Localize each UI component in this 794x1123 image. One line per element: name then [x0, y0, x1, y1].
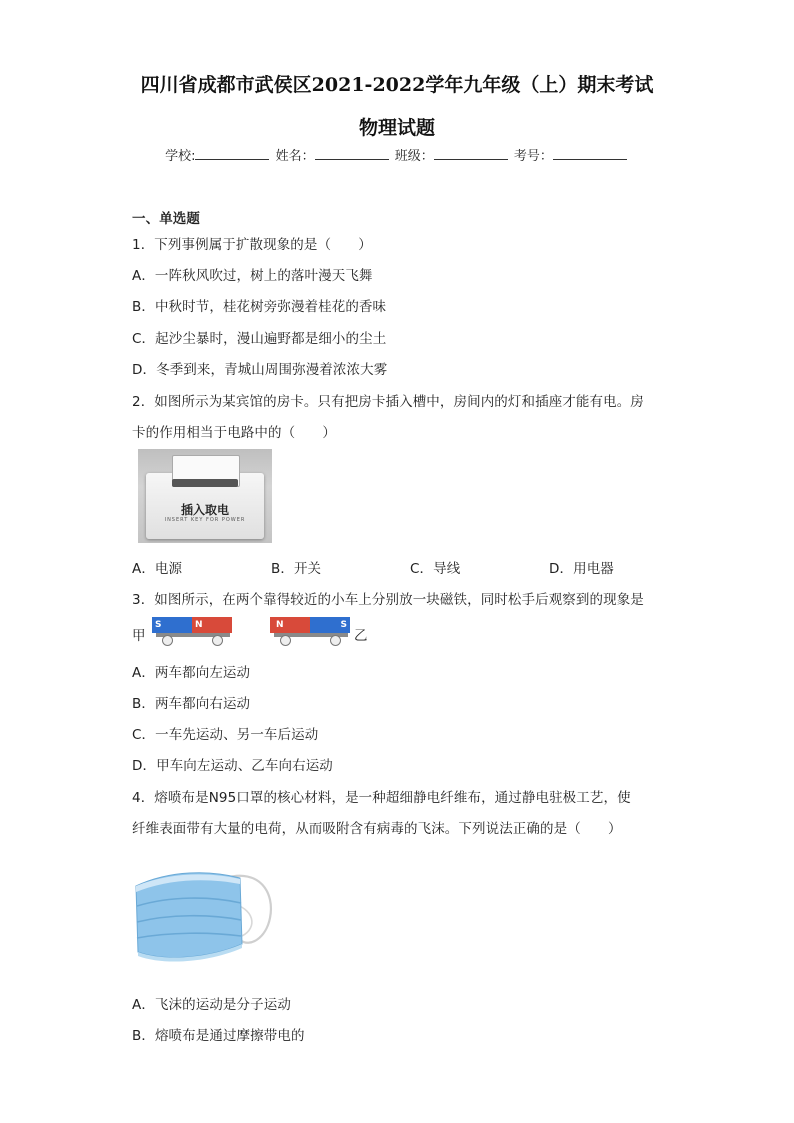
- question-1-stem: 1．下列事例属于扩散现象的是（ ）: [132, 237, 372, 253]
- exam-number-blank: [553, 147, 627, 160]
- question-2-stem-line1: 2．如图所示为某宾馆的房卡。只有把房卡插入槽中，房间内的灯和插座才能有电。房: [132, 394, 644, 410]
- card-slot: [172, 479, 238, 487]
- question-4-option-b: B．熔喷布是通过摩擦带电的: [132, 1028, 305, 1044]
- question-1-option-d: D．冬季到来，青城山周围弥漫着浓浓大雾: [132, 362, 388, 378]
- magnet-right: [270, 617, 350, 633]
- magnet-left-pole-n: N: [192, 617, 232, 633]
- school-label: 学校:: [165, 149, 196, 164]
- insert-card-sublabel: INSERT KEY FOR POWER: [164, 517, 246, 523]
- question-1-option-b: B．中秋时节，桂花树旁弥漫着桂花的香味: [132, 299, 387, 315]
- face-mask-image: [130, 848, 278, 978]
- class-blank: [434, 147, 508, 160]
- name-blank: [315, 147, 389, 160]
- question-4-stem-line1: 4．熔喷布是N95口罩的核心材料，是一种超细静电纤维布，通过静电驻极工艺，使: [132, 790, 631, 806]
- cart-right: [268, 617, 352, 647]
- question-3-option-d: D．甲车向左运动、乙车向右运动: [132, 758, 333, 774]
- cart-left: [150, 617, 234, 647]
- question-2-option-b: B．开关: [271, 561, 322, 577]
- exam-number-label: 考号：: [513, 149, 553, 164]
- question-2-option-d: D．用电器: [549, 561, 614, 577]
- cart-left-wheel: [162, 635, 173, 646]
- question-3-option-b: B．两车都向右运动: [132, 696, 251, 712]
- name-label: 姓名：: [275, 149, 315, 164]
- cart-left-label: 甲: [132, 628, 146, 644]
- question-1-option-c: C．起沙尘暴时，漫山遍野都是细小的尘土: [132, 331, 387, 347]
- magnet-left-pole-s: S: [152, 617, 192, 633]
- question-3-stem: 3．如图所示，在两个靠得较近的小车上分别放一块磁铁，同时松手后观察到的现象是: [132, 592, 644, 608]
- class-label: 班级：: [394, 149, 434, 164]
- magnet-left: [152, 617, 232, 633]
- cart-right-label: 乙: [354, 628, 368, 644]
- question-2-option-a: A．电源: [132, 561, 183, 577]
- page-subtitle: 物理试题: [358, 117, 435, 139]
- page-title: 四川省成都市武侯区2021-2022学年九年级（上）期末考试: [140, 74, 654, 96]
- question-2-option-c: C．导线: [410, 561, 461, 577]
- question-2-stem-line2: 卡的作用相当于电路中的（ ）: [132, 425, 336, 441]
- magnet-right-pole-s: S: [310, 617, 350, 633]
- question-4-option-a: A．飞沫的运动是分子运动: [132, 997, 291, 1013]
- magnet-right-pole-n: N: [270, 617, 310, 633]
- cart-right-wheel: [280, 635, 291, 646]
- cart-left-wheel: [212, 635, 223, 646]
- school-blank: [195, 147, 269, 160]
- student-info-row: [0, 145, 794, 164]
- cart-right-wheel: [330, 635, 341, 646]
- insert-card-label: 插入取电: [180, 503, 229, 517]
- question-3-option-a: A．两车都向左运动: [132, 665, 251, 681]
- room-card-image: [138, 449, 272, 543]
- question-3-option-c: C．一车先运动、另一车后运动: [132, 727, 319, 743]
- section-heading: 一、单选题: [132, 211, 200, 227]
- question-2-options: [132, 557, 614, 577]
- question-4-stem-line2: 纤维表面带有大量的电荷，从而吸附含有病毒的飞沫。下列说法正确的是（ ）: [132, 821, 622, 837]
- question-1-option-a: A．一阵秋风吹过，树上的落叶漫天飞舞: [132, 268, 373, 284]
